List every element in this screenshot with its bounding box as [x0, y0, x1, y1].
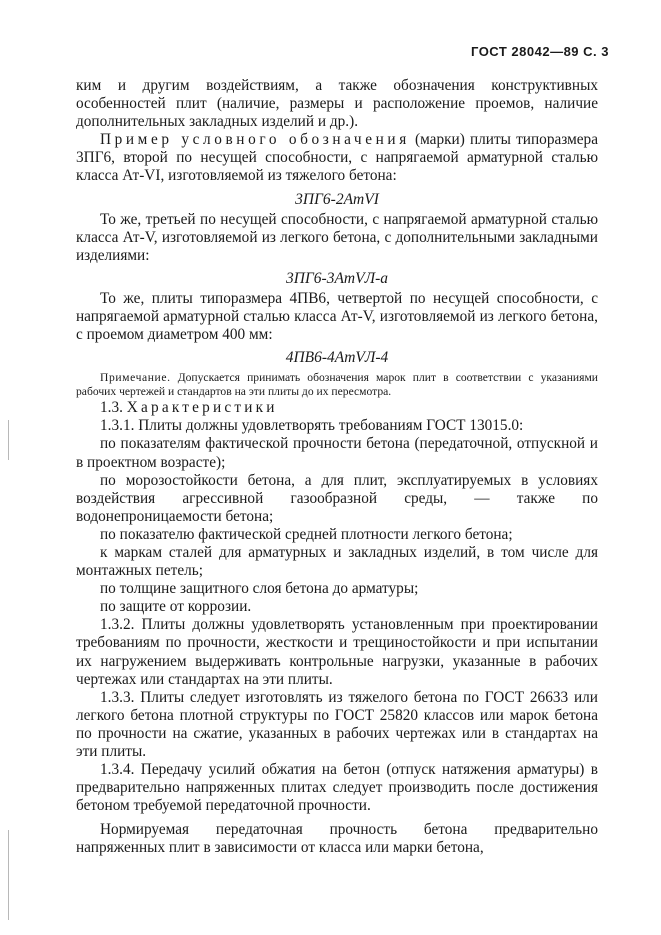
document-body	[76, 77, 598, 858]
list-item: по защите от коррозии.	[100, 598, 252, 616]
list-item: по морозостойкости бетона, а для плит, эксплуатируемых в условиях воздействия агрессивной газообразной среды, — также по водонепроницаемости бетона;	[76, 471, 598, 525]
designation-example-paragraph	[76, 131, 598, 185]
scan-edge-mark-bottom	[8, 830, 9, 920]
designation-mark-3: 4ПВ6-4АтVЛ-4	[285, 349, 389, 367]
note-label: Примечание.	[100, 371, 171, 385]
paragraph-third-capacity: То же, третьей по несущей способности, с напрягаемой арматурной сталью класса Ат-V, изготовляемой из легкого бетона, с дополнительными закладными изделиями:	[76, 210, 598, 264]
example-text: (марки) плиты типоразмера 3ПГ6, второй по несущей способности, с напрягаемой арматурной сталью класса Ат-VI, изготовляемой из тяжелого бетона:	[76, 131, 598, 185]
note	[76, 371, 598, 398]
list-item: по показателю фактической средней плотности легкого бетона;	[100, 525, 513, 543]
paragraph-continuation: ким и другим воздействиям, а также обозначения конструктивных особенностей плит (наличие, размеры и расположение проемов, наличие дополнительных закладных изделий и др.).	[76, 77, 598, 131]
list-item: к маркам сталей для арматурных и закладных изделий, в том числе для монтажных петель;	[76, 543, 598, 580]
section-title: Характеристики	[126, 399, 278, 417]
example-lead: Пример условного обозначения	[100, 131, 410, 149]
list-item: по толщине защитного слоя бетона до арматуры;	[100, 580, 419, 598]
note-text: Допускается принимать обозначения марок плит в соответствии с указаниями рабочих чертежей и стандартов на эти плиты до их пересмотра.	[76, 371, 598, 398]
designation-mark-2: 3ПГ6-3АтVЛ-а	[286, 269, 388, 287]
list-item: по показателям фактической прочности бетона (передаточной, отпускной и в проектном возрасте);	[76, 435, 598, 471]
section-number: 1.3.	[100, 399, 127, 417]
clause-1-3-4: 1.3.4. Передачу усилий обжатия на бетон (отпуск натяжения арматуры) в предварительно напряженных плитах следует производить после достижения бетоном требуемой передаточной прочности.	[76, 761, 598, 815]
paragraph-transfer-strength: Нормируемая передаточная прочность бетона предварительно напряженных плит в зависимости от класса или марки бетона,	[76, 821, 598, 857]
clause-1-3-1: 1.3.1. Плиты должны удовлетворять требованиям ГОСТ 13015.0:	[100, 417, 524, 435]
designation-mark-1: 3ПГ6-2АтVI	[295, 190, 379, 208]
clause-1-3-3: 1.3.3. Плиты следует изготовлять из тяжелого бетона по ГОСТ 26633 или легкого бетона плотной структуры по ГОСТ 25820 классов или марок бетона по прочности на сжатие, указанных в рабочих чертежах или в стандартах на эти плиты.	[76, 688, 598, 760]
page-header: ГОСТ 28042—89 С. 3	[471, 44, 609, 59]
scan-edge-mark-top	[8, 420, 9, 460]
clause-1-3-2: 1.3.2. Плиты должны удовлетворять установленным при проектировании требованиям по прочности, жесткости и трещиностойкости и при испытании их нагружением выдерживать контрольные нагрузки, указанные в рабочих чертежах или стандартах на эти плиты.	[76, 616, 598, 688]
section-heading	[76, 399, 598, 417]
paragraph-fourth-capacity: То же, плиты типоразмера 4ПВ6, четвертой по несущей способности, с напрягаемой арматурной сталью класса Ат-V, изготовляемой из легкого бетона, с проемом диаметром 400 мм:	[76, 290, 598, 344]
